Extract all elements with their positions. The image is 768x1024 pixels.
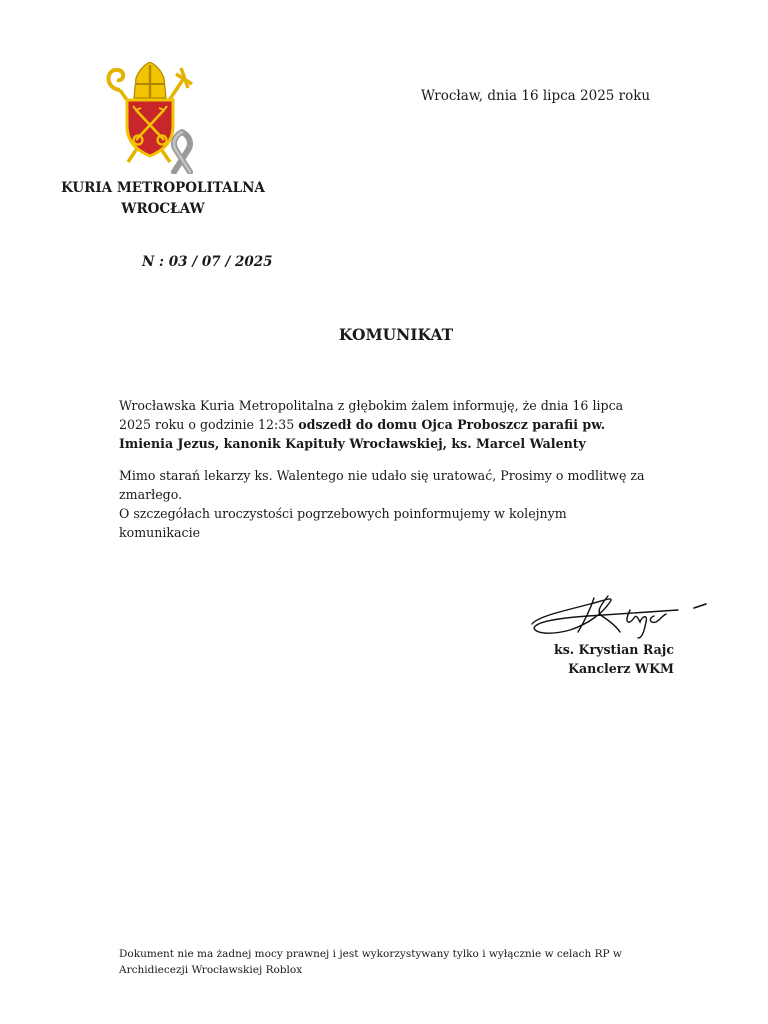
place-date: Wrocław, dnia 16 lipca 2025 roku [421,88,651,104]
coat-of-arms-icon [100,62,200,174]
handwritten-signature [528,588,710,640]
institution-name [60,178,266,220]
paragraph-announcement-bold: odszedł do domu Ojca Proboszcz parafii pw. Imienia Jezus, kanonik Kapituły Wrocławskiej, ks. Marcel Walenty [119,417,606,451]
paragraph-prayer: Mimo starań lekarzy ks. Walentego nie udało się uratować, Prosimy o modlitwę za zmarłego. [119,468,645,502]
document-number: N : 03 / 07 / 2025 [142,254,273,270]
paragraph-announcement [119,396,649,453]
signatory-name: ks. Krystian Rajc [553,642,674,657]
signatory [554,640,674,678]
signatory-role: Kanclerz WKM [568,661,674,676]
disclaimer-footer: Dokument nie ma żadnej mocy prawnej i jest wykorzystywany tylko i wyłącznie w celach RP w Archidiecezji Wrocławskiej Roblox [119,948,622,976]
mourning-ribbon-icon [174,132,190,172]
paragraph-funeral-info: O szczegółach uroczystości pogrzebowych poinformujemy w kolejnym komunikacie [119,506,567,540]
paragraph-announcement-text: Wrocławska Kuria Metropolitalna z głębokim żalem informuję, że dnia 16 lipca 2025 roku o godzinie 12:35 [119,398,624,432]
institution-line2: WROCŁAW [121,201,205,217]
document-title: KOMUNIKAT [338,325,454,344]
institution-line1: KURIA METROPOLITALNA [61,180,265,196]
